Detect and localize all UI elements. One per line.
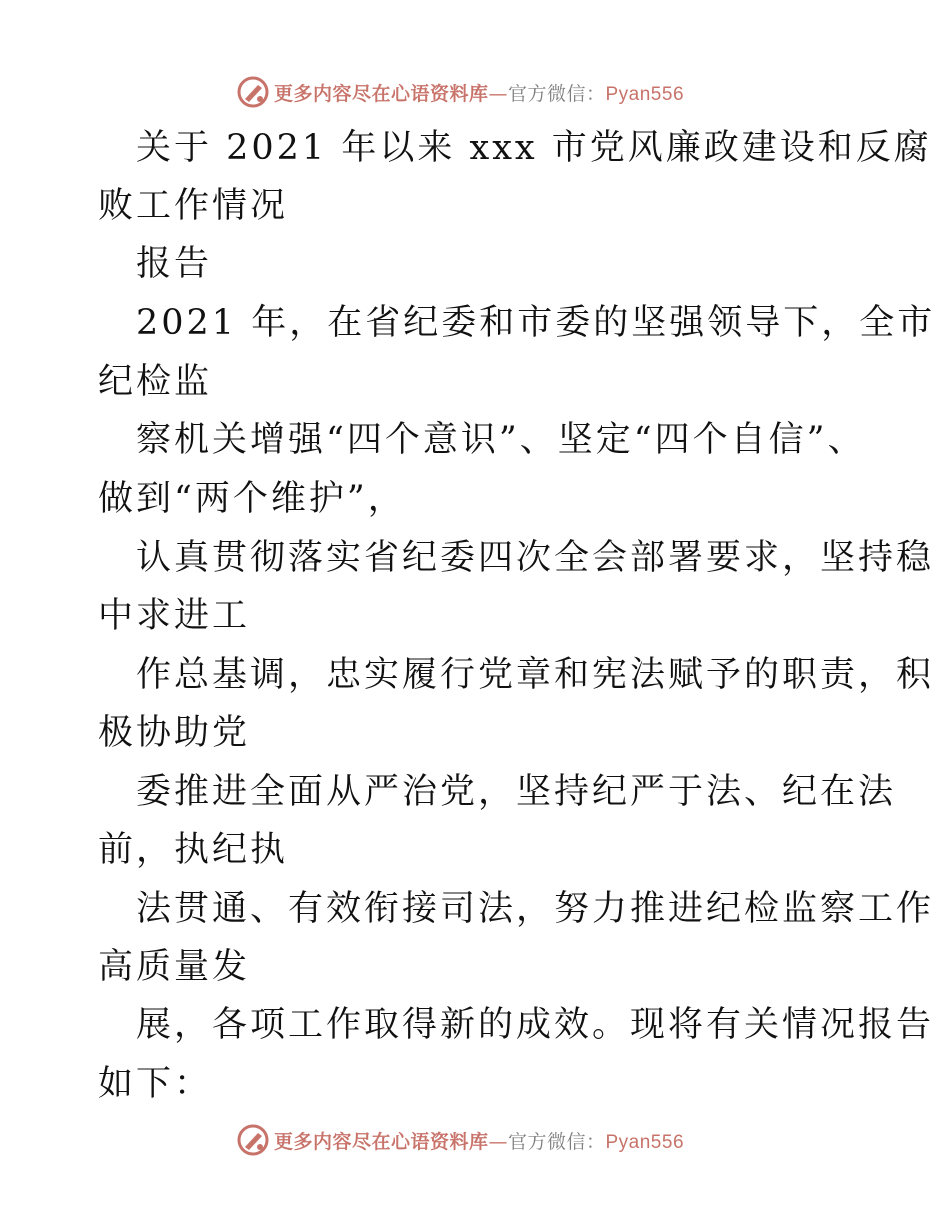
paragraph-line: 2021 年，在省纪委和市委的坚强领导下，全市: [136, 303, 936, 343]
watermark-wechat-id: Pyan556: [605, 1131, 685, 1153]
header-watermark: [0, 72, 950, 112]
paragraph-line: 高质量发: [98, 947, 251, 987]
document-title-line: 关于 2021 年以来 xxx 市党风廉政建设和反腐: [136, 128, 932, 168]
paragraph-line: 展，各项工作取得新的成效。现将有关情况报告: [136, 1005, 935, 1045]
watermark-separator: —: [488, 1130, 508, 1153]
paragraph-line: 法贯通、有效衔接司法，努力推进纪检监察工作: [136, 889, 935, 929]
paragraph-line: 察机关增强“四个意识”、坚定“四个自信”、: [136, 420, 866, 460]
paragraph-line: 纪检监: [98, 362, 213, 402]
paragraph-line: 做到“两个维护”，: [98, 479, 406, 519]
paragraph-line: 如下：: [98, 1064, 213, 1104]
watermark-wechat-id: Pyan556: [605, 83, 685, 105]
document-title-line: 败工作情况: [98, 186, 289, 226]
paragraph-line: 认真贯彻落实省纪委四次全会部署要求，坚持稳: [136, 538, 935, 578]
watermark-brand: 更多内容尽在心语资料库: [273, 82, 489, 105]
paragraph-line: 前，执纪执: [98, 830, 289, 870]
watermark-separator: —: [488, 82, 508, 105]
footer-watermark: [0, 1120, 950, 1160]
watermark-brand: 更多内容尽在心语资料库: [273, 1130, 489, 1153]
document-title-line: 报告: [136, 244, 213, 284]
paragraph-line: 极协助党: [98, 713, 251, 753]
ink-pen-logo-icon: [236, 1123, 270, 1157]
paragraph-line: 作总基调，忠实履行党章和宪法赋予的职责，积: [136, 655, 935, 695]
paragraph-line: 委推进全面从严治党，坚持纪严于法、纪在法: [136, 772, 897, 812]
watermark-wechat-label: 官方微信：: [507, 1130, 606, 1153]
watermark-wechat-label: 官方微信：: [507, 82, 606, 105]
paragraph-line: 中求进工: [98, 596, 251, 636]
ink-pen-logo-icon: [236, 75, 270, 109]
